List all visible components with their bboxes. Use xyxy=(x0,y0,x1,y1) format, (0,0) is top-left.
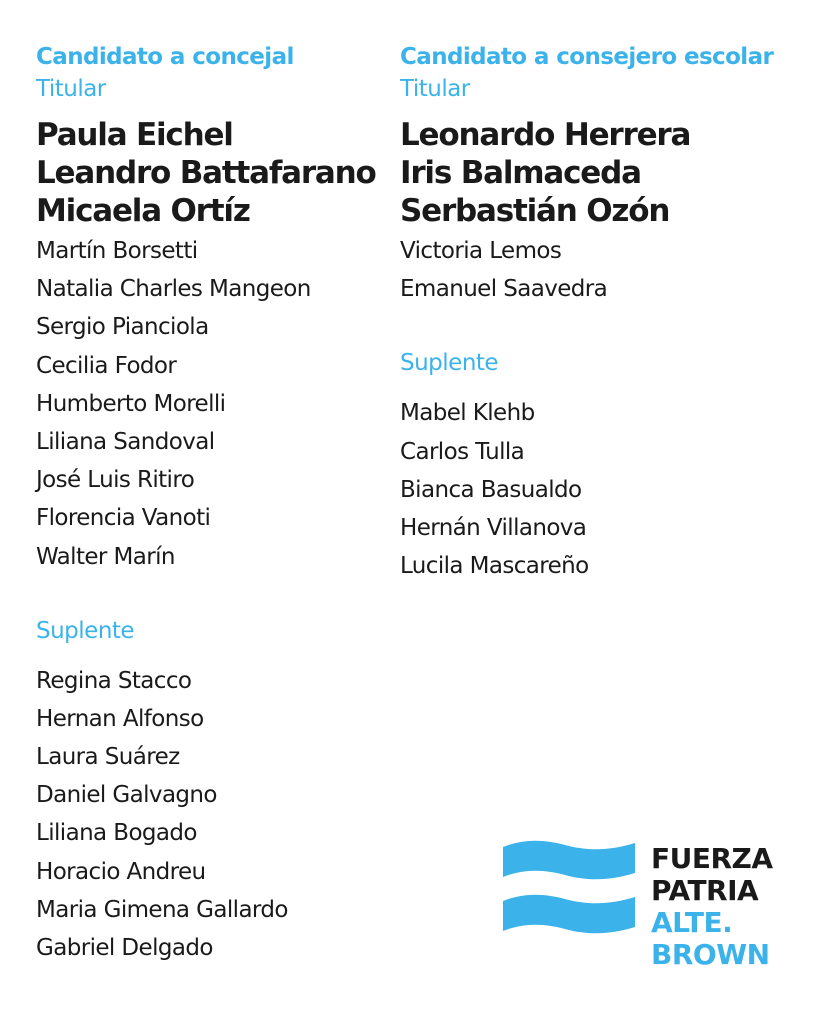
flag-wave-bottom xyxy=(503,895,635,934)
concejal-titular-label: Titular xyxy=(36,76,106,102)
candidate-name: Gabriel Delgado xyxy=(36,935,213,961)
logo-line-fuerza: FUERZA xyxy=(651,842,773,875)
candidate-name: Laura Suárez xyxy=(36,744,180,771)
candidate-name: Emanuel Saavedra xyxy=(400,276,608,303)
lead-name: Micaela Ortíz xyxy=(36,193,250,229)
lead-name: Leandro Battafarano xyxy=(36,155,376,191)
candidate-name: José Luis Ritiro xyxy=(36,467,195,494)
candidate-name: Sergio Pianciola xyxy=(36,314,209,341)
concejal-suplente-label: Suplente xyxy=(36,617,135,644)
candidate-name: Natalia Charles Mangeon xyxy=(36,276,311,303)
candidate-name: Martín Borsetti xyxy=(36,238,198,264)
candidate-name: Lucila Mascareño xyxy=(400,553,589,580)
logo-wordmark xyxy=(651,843,773,971)
consejero-suplente-label: Suplente xyxy=(400,350,499,377)
lead-name: Paula Eichel xyxy=(36,117,233,153)
candidate-name: Florencia Vanoti xyxy=(36,505,211,532)
logo-line-patria: PATRIA xyxy=(651,874,759,907)
candidate-name: Liliana Sandoval xyxy=(36,428,215,455)
candidate-name: Hernan Alfonso xyxy=(36,705,204,732)
candidate-name: Cecilia Fodor xyxy=(36,352,177,379)
candidate-name: Carlos Tulla xyxy=(400,438,525,465)
candidate-name: Maria Gimena Gallardo xyxy=(36,896,288,923)
lead-name: Serbastián Ozón xyxy=(400,193,670,229)
concejal-column xyxy=(36,40,386,967)
consejero-column xyxy=(400,40,810,585)
concejal-heading: Candidato a concejal xyxy=(36,44,294,70)
candidate-name: Horacio Andreu xyxy=(36,858,206,885)
candidate-name: Mabel Klehb xyxy=(400,400,535,427)
candidate-name: Liliana Bogado xyxy=(36,820,197,847)
candidate-name: Daniel Galvagno xyxy=(36,782,217,809)
candidate-name: Regina Stacco xyxy=(36,667,192,694)
consejero-suplente-list xyxy=(400,394,810,585)
logo-line-alte: ALTE. xyxy=(651,906,733,939)
lead-name: Leonardo Herrera xyxy=(400,117,691,153)
logo-line-brown: BROWN xyxy=(651,938,770,971)
lead-name: Iris Balmaceda xyxy=(400,155,641,191)
candidate-name: Walter Marín xyxy=(36,543,175,570)
concejal-suplente-list xyxy=(36,662,386,968)
flag-waves-icon xyxy=(503,839,638,979)
candidate-name: Bianca Basualdo xyxy=(400,476,582,503)
concejal-titular-list xyxy=(36,232,386,576)
candidate-name: Humberto Morelli xyxy=(36,390,226,417)
consejero-titular-leads xyxy=(400,116,810,230)
concejal-titular-leads xyxy=(36,116,386,230)
candidate-name: Victoria Lemos xyxy=(400,238,562,264)
fuerza-patria-logo xyxy=(503,839,803,979)
consejero-heading: Candidato a consejero escolar xyxy=(400,44,774,70)
candidate-name: Hernán Villanova xyxy=(400,514,587,541)
consejero-titular-label: Titular xyxy=(400,76,470,102)
consejero-titular-list xyxy=(400,232,810,308)
flag-wave-top xyxy=(503,841,635,880)
